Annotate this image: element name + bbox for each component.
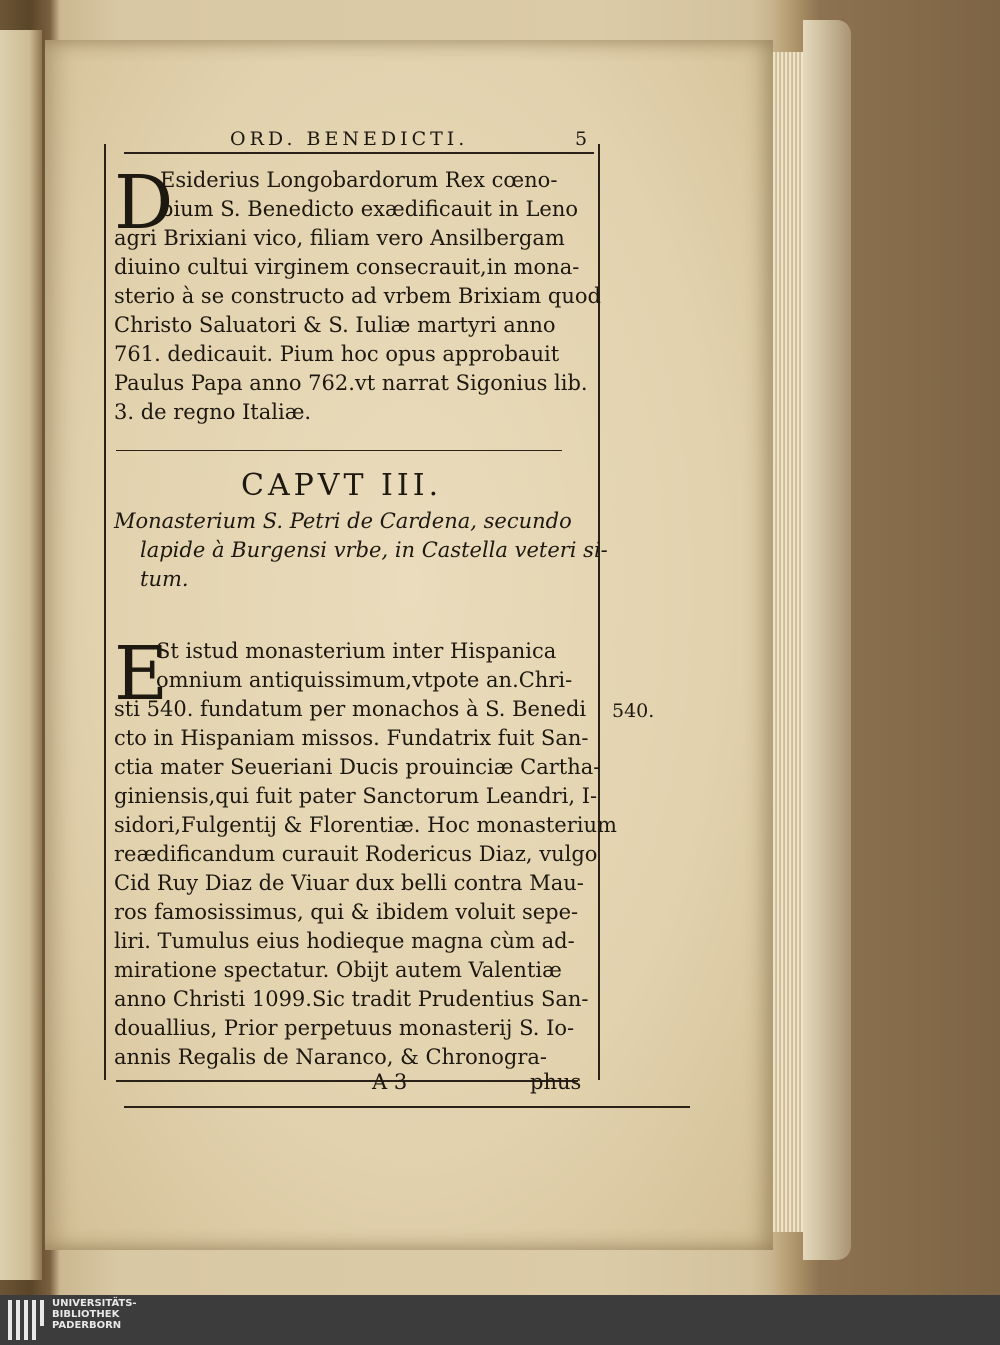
bottom-rule <box>116 1080 578 1082</box>
text-line: cto in Hispaniam missos. Fundatrix fuit San- <box>114 726 589 750</box>
marginal-note: 540. <box>612 700 655 722</box>
text-line: St istud monasterium inter Hispanica <box>156 639 557 663</box>
outer-bottom-rule <box>124 1106 690 1108</box>
left-page-edge <box>0 30 44 1280</box>
heading-line: Monasterium S. Petri de Cardena, secundo <box>114 509 572 533</box>
text-line: sterio à se constructo ad vrbem Brixiam quod <box>114 284 601 308</box>
running-head: ORD. BENEDICTI. <box>230 128 469 150</box>
text-line: Christo Saluatori & S. Iuliæ martyri anno <box>114 313 556 337</box>
heading-line: lapide à Burgensi vrbe, in Castella veteri si- <box>140 538 608 562</box>
drop-cap-e: E <box>114 631 169 717</box>
text-line: agri Brixiani vico, filiam vero Ansilbergam <box>114 226 565 250</box>
text-line: sidori,Fulgentij & Florentiæ. Hoc monasterium <box>114 813 617 837</box>
section-rule <box>116 450 562 451</box>
library-logo-icon <box>8 1300 44 1340</box>
text-line: bium S. Benedicto exædificauit in Leno <box>160 197 579 221</box>
text-line: miratione spectatur. Obijt autem Valentiæ <box>114 958 562 982</box>
heading-line: tum. <box>140 567 189 591</box>
chapter-heading <box>114 507 608 594</box>
text-line: liri. Tumulus eius hodieque magna cùm ad- <box>114 929 575 953</box>
drop-cap-d: D <box>114 160 174 246</box>
text-line: sti 540. fundatum per monachos à S. Benedi <box>114 697 587 721</box>
library-logo-text <box>52 1298 137 1331</box>
top-rule <box>124 152 594 154</box>
paragraph-desiderius <box>114 160 601 427</box>
text-line: omnium antiquissimum,vtpote an.Chri- <box>156 668 573 692</box>
text-line: ctia mater Seueriani Ducis prouinciæ Cartha- <box>114 755 601 779</box>
signature-mark: A 3 <box>372 1070 408 1094</box>
text-line: 3. de regno Italiæ. <box>114 400 312 424</box>
footer-bar <box>0 1295 1000 1345</box>
logo-line: UNIVERSITÄTS- <box>52 1298 137 1309</box>
text-line: annis Regalis de Naranco, & Chronogra- <box>114 1045 548 1069</box>
logo-line: PADERBORN <box>52 1320 122 1331</box>
text-line: douallius, Prior perpetuus monasterij S. Io- <box>114 1016 575 1040</box>
text-line: giniensis,qui fuit pater Sanctorum Leandri, I- <box>114 784 598 808</box>
text-line: Cid Ruy Diaz de Viuar dux belli contra Mau- <box>114 871 584 895</box>
text-line: Paulus Papa anno 762.vt narrat Sigonius lib. <box>114 371 588 395</box>
text-line: reædificandum curauit Rodericus Diaz, vulgo <box>114 842 598 866</box>
logo-line: BIBLIOTHEK <box>52 1309 120 1320</box>
page-edges <box>773 52 803 1232</box>
text-line: Esiderius Longobardorum Rex cœno- <box>160 168 558 192</box>
catchword: phus <box>530 1070 582 1094</box>
text-line: diuino cultui virginem consecrauit,in mona- <box>114 255 580 279</box>
book-cover-edge <box>803 20 851 1260</box>
paragraph-monasterium <box>114 631 617 1072</box>
chapter-title: CAPVT III. <box>241 468 443 503</box>
text-line: 761. dedicauit. Pium hoc opus approbauit <box>114 342 560 366</box>
text-line: ros famosissimus, qui & ibidem voluit sepe- <box>114 900 579 924</box>
page-number: 5 <box>575 128 588 150</box>
text-line: anno Christi 1099.Sic tradit Prudentius San- <box>114 987 589 1011</box>
